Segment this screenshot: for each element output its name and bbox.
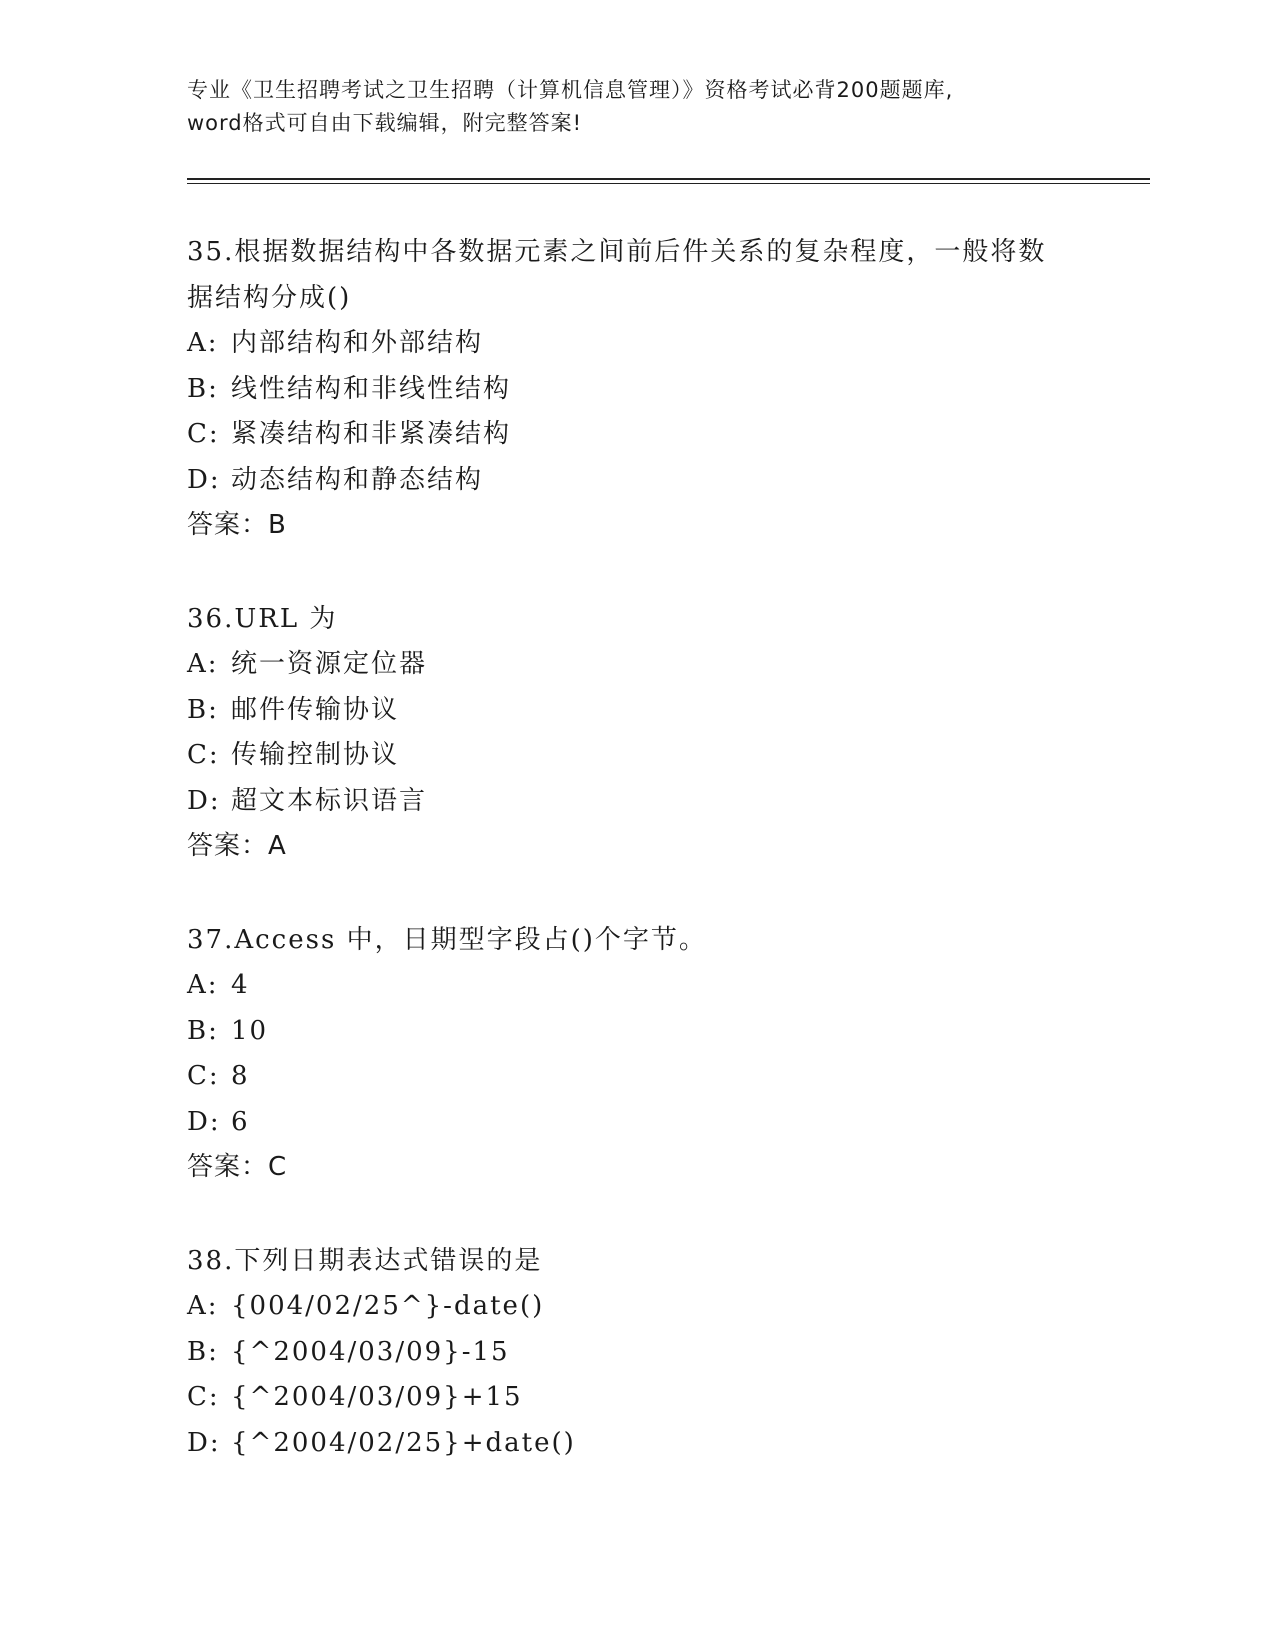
question-block (187, 1239, 1087, 1467)
option-text: 8 (231, 1061, 250, 1091)
question-block (187, 597, 1087, 870)
question-stem: 37.Access 中，日期型字段占()个字节。 (187, 924, 707, 955)
option-text: 邮件传输协议 (231, 694, 400, 725)
option-key: C: (187, 419, 220, 449)
answer-option (187, 1284, 1087, 1330)
option-text: {^2004/03/09}-15 (231, 1336, 510, 1367)
option-key: B: (187, 1015, 219, 1046)
answer-option (187, 1100, 1087, 1146)
option-key: A: (187, 970, 219, 1000)
answer-option (187, 412, 1087, 458)
option-key: D: (187, 785, 221, 816)
header-divider (187, 178, 1150, 184)
option-text: 10 (231, 1015, 269, 1046)
header-line-1: 专业《卫生招聘考试之卫生招聘（计算机信息管理）》资格考试必背200题题库, (187, 78, 954, 102)
option-key: A: (187, 1291, 219, 1321)
answer-option (187, 1330, 1087, 1376)
question-list (187, 230, 1087, 1514)
option-key: B: (187, 1336, 219, 1367)
option-key: D: (187, 1427, 221, 1458)
answer-option (187, 1009, 1087, 1055)
question-stem: 38.下列日期表达式错误的是 (187, 1245, 543, 1276)
question-stem: 据结构分成() (187, 282, 352, 313)
option-text: 动态结构和静态结构 (231, 464, 484, 495)
option-text: 统一资源定位器 (231, 649, 428, 679)
answer-option (187, 458, 1087, 504)
option-key: C: (187, 740, 220, 770)
option-text: 内部结构和外部结构 (231, 328, 484, 358)
question-stem: 36.URL 为 (187, 603, 338, 634)
answer-option (187, 963, 1087, 1009)
option-key: C: (187, 1061, 220, 1091)
answer-option (187, 1054, 1087, 1100)
question-stem: 35.根据数据结构中各数据元素之间前后件关系的复杂程度，一般将数 (187, 237, 1047, 267)
question-block (187, 918, 1087, 1191)
answer-line: 答案：A (187, 831, 287, 861)
option-text: 6 (231, 1106, 250, 1137)
option-key: A: (187, 328, 219, 358)
option-key: D: (187, 464, 221, 495)
option-text: 紧凑结构和非紧凑结构 (231, 419, 512, 449)
answer-option (187, 1421, 1087, 1467)
option-text: 线性结构和非线性结构 (231, 373, 512, 404)
document-header (187, 74, 1087, 140)
option-text: {^2004/03/09}+15 (231, 1382, 523, 1412)
option-text: 超文本标识语言 (231, 785, 428, 816)
answer-option (187, 367, 1087, 413)
answer-option (187, 321, 1087, 367)
option-key: C: (187, 1382, 220, 1412)
option-text: {004/02/25^}-date() (231, 1291, 545, 1321)
header-line-2: word格式可自由下载编辑，附完整答案! (187, 111, 583, 135)
option-text: {^2004/02/25}+date() (231, 1427, 576, 1458)
answer-option (187, 642, 1087, 688)
option-key: B: (187, 373, 219, 404)
answer-line: 答案：C (187, 1152, 288, 1182)
answer-option (187, 733, 1087, 779)
answer-option (187, 688, 1087, 734)
option-key: B: (187, 694, 219, 725)
option-text: 4 (231, 970, 250, 1000)
question-block (187, 230, 1087, 549)
answer-option (187, 779, 1087, 825)
option-text: 传输控制协议 (231, 740, 400, 770)
option-key: D: (187, 1106, 221, 1137)
option-key: A: (187, 649, 219, 679)
answer-line: 答案：B (187, 510, 287, 540)
answer-option (187, 1375, 1087, 1421)
